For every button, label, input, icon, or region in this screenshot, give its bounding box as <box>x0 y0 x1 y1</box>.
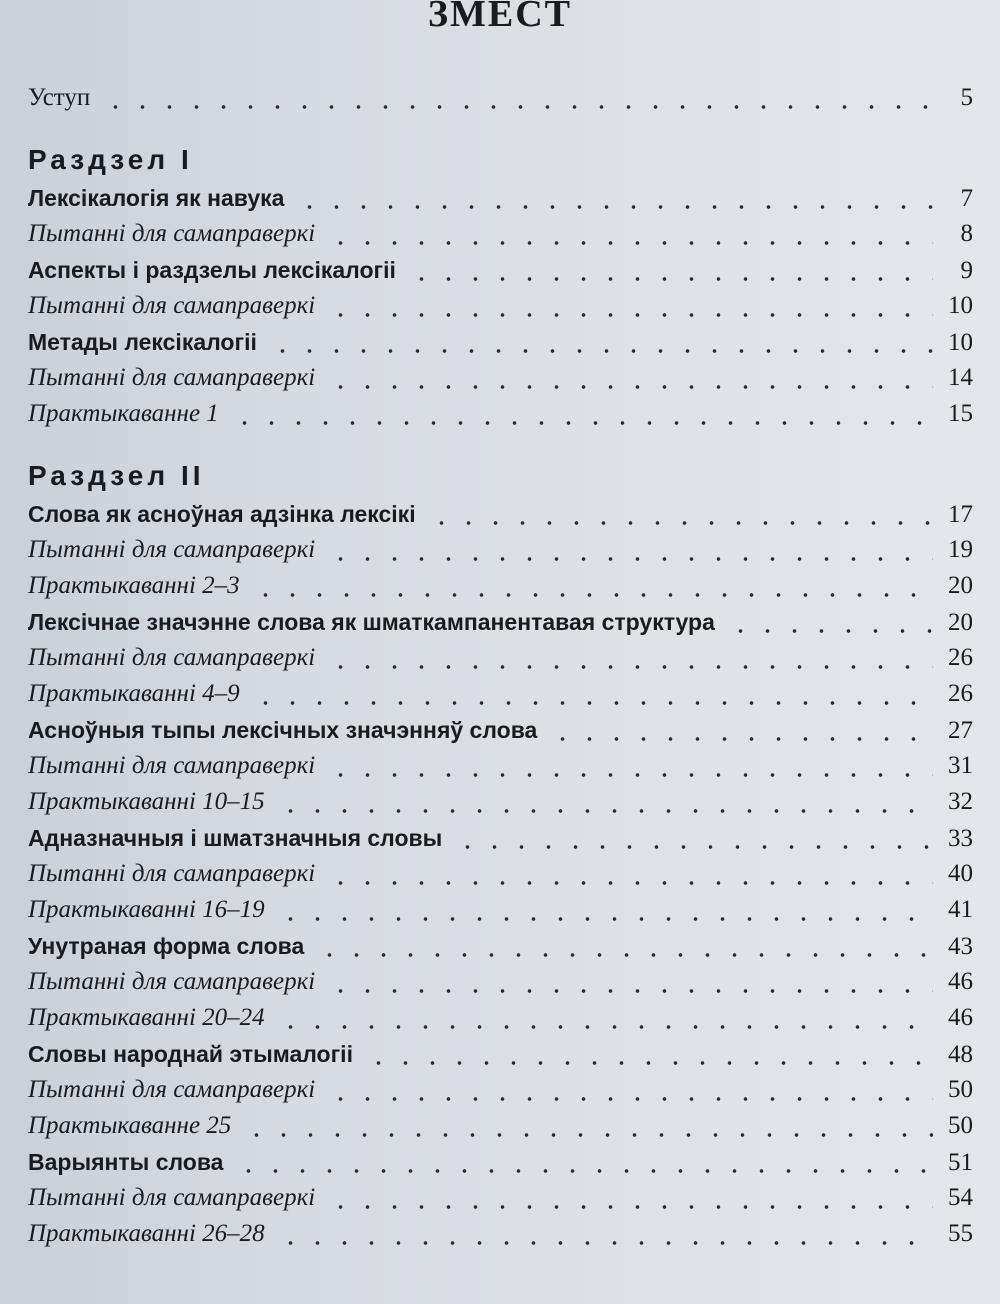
toc-entry <box>28 324 973 360</box>
toc-entry <box>28 1036 973 1072</box>
toc-entry-title: Лексікалогія як навука <box>28 185 285 211</box>
dot-leader <box>323 748 933 784</box>
dot-leader <box>323 1072 933 1108</box>
toc-entry-page: 32 <box>948 788 973 815</box>
toc-entry-title: Уступ <box>28 84 91 111</box>
toc-entry-title: Пытанні для самаправеркі <box>28 364 316 391</box>
toc-entry-title: Лексічнае значэнне слова як шматкампанентавая структура <box>28 609 715 635</box>
dot-leader <box>404 252 933 288</box>
dot-leader <box>323 964 933 1000</box>
dot-leader <box>273 1000 933 1036</box>
toc-entry-page: 19 <box>948 536 973 563</box>
toc-entry-page: 7 <box>960 185 973 212</box>
toc-entry-title: Практыкаванні 10–15 <box>28 788 265 815</box>
toc-entry-title: Практыкаванне 1 <box>28 400 219 427</box>
toc-entry <box>28 288 973 324</box>
dot-leader <box>723 604 933 640</box>
toc-entry-title: Унутраная форма слова <box>28 933 305 959</box>
toc-entry <box>28 892 973 928</box>
dot-leader <box>323 360 933 396</box>
toc-entry-intro <box>28 80 973 116</box>
dot-leader <box>323 856 933 892</box>
dot-leader <box>545 712 933 748</box>
toc-entry-page: 48 <box>948 1041 973 1068</box>
toc-entry-page: 31 <box>948 752 973 779</box>
toc-entry <box>28 568 973 604</box>
page-title: ЗМЕСТ <box>427 0 573 35</box>
toc-entry-title: Слова як асноўная адзінка лексікі <box>28 501 416 527</box>
toc-entry-title: Адназначныя і шматзначныя словы <box>28 825 443 851</box>
dot-leader <box>323 288 933 324</box>
dot-leader <box>273 1216 933 1252</box>
toc-entry-page: 26 <box>948 680 973 707</box>
dot-leader <box>323 640 933 676</box>
toc-entry-title: Пытанні для самаправеркі <box>28 536 316 563</box>
toc-entry-page: 17 <box>948 501 973 528</box>
dot-leader <box>292 180 933 216</box>
toc-entry-page: 54 <box>948 1184 973 1211</box>
dot-leader <box>323 216 933 252</box>
toc-entry-page: 46 <box>948 968 973 995</box>
toc-entry-title: Практыкаванне 25 <box>28 1112 232 1139</box>
dot-leader <box>98 80 933 116</box>
toc-entry-title: Пытанні для самаправеркі <box>28 292 316 319</box>
dot-leader <box>248 568 933 604</box>
toc-entry-page: 5 <box>960 84 973 111</box>
toc-entry-title: Пытанні для самаправеркі <box>28 220 316 247</box>
toc-entry-page: 20 <box>948 572 973 599</box>
toc-entry-title: Словы народнай этымалогіі <box>28 1041 353 1067</box>
toc-entry-page: 41 <box>948 896 973 923</box>
toc-entry-title: Пытанні для самаправеркі <box>28 752 316 779</box>
toc-entry-title: Пытанні для самаправеркі <box>28 1076 316 1103</box>
toc-entry <box>28 856 973 892</box>
toc-entry-title: Практыкаванні 2–3 <box>28 572 240 599</box>
toc-entry <box>28 928 973 964</box>
toc-entry-title: Метады лексікалогіі <box>28 329 257 355</box>
table-of-contents <box>28 80 973 1252</box>
toc-entry <box>28 532 973 568</box>
toc-entry-title: Аспекты і раздзелы лексікалогіі <box>28 257 396 283</box>
toc-entry <box>28 964 973 1000</box>
toc-entry-page: 33 <box>948 825 973 852</box>
toc-entry <box>28 252 973 288</box>
toc-entry-title: Пытанні для самаправеркі <box>28 1184 316 1211</box>
toc-entry-title: Практыкаванні 20–24 <box>28 1004 265 1031</box>
toc-entry-page: 14 <box>948 364 973 391</box>
toc-entry-page: 51 <box>948 1149 973 1176</box>
dot-leader <box>265 324 933 360</box>
toc-sections <box>28 140 973 1252</box>
toc-entry-title: Пытанні для самаправеркі <box>28 644 316 671</box>
toc-entry-page: 40 <box>948 860 973 887</box>
toc-entry-page: 26 <box>948 644 973 671</box>
toc-entry <box>28 496 973 532</box>
toc-entry-page: 46 <box>948 1004 973 1031</box>
toc-entry-page: 50 <box>948 1112 973 1139</box>
toc-entry-title: Варыянты слова <box>28 1149 224 1175</box>
toc-entry-title: Пытанні для самаправеркі <box>28 968 316 995</box>
toc-entry-title: Практыкаванні 26–28 <box>28 1220 265 1247</box>
toc-entry <box>28 1180 973 1216</box>
dot-leader <box>227 396 933 432</box>
toc-entry-page: 20 <box>948 609 973 636</box>
toc-entry <box>28 1144 973 1180</box>
toc-entry <box>28 748 973 784</box>
toc-entry-page: 10 <box>948 329 973 356</box>
toc-entry-page: 10 <box>948 292 973 319</box>
toc-entry <box>28 712 973 748</box>
toc-entry <box>28 396 973 432</box>
toc-entry <box>28 360 973 396</box>
toc-entry-title: Пытанні для самаправеркі <box>28 860 316 887</box>
toc-entry <box>28 180 973 216</box>
dot-leader <box>323 1180 933 1216</box>
toc-entry <box>28 820 973 856</box>
dot-leader <box>424 496 933 532</box>
section-heading: Раздзел II <box>28 460 205 491</box>
toc-entry-page: 15 <box>948 400 973 427</box>
section-heading: Раздзел I <box>28 144 193 175</box>
dot-leader <box>273 784 933 820</box>
toc-entry-page: 43 <box>948 933 973 960</box>
dot-leader <box>273 892 933 928</box>
toc-entry <box>28 1072 973 1108</box>
dot-leader <box>312 928 933 964</box>
dot-leader <box>323 532 933 568</box>
toc-entry <box>28 676 973 712</box>
dot-leader <box>231 1144 933 1180</box>
dot-leader <box>239 1108 933 1144</box>
toc-entry <box>28 784 973 820</box>
toc-entry-title: Асноўныя тыпы лексічных значэнняў слова <box>28 717 538 743</box>
toc-entry <box>28 1108 973 1144</box>
dot-leader <box>361 1036 933 1072</box>
dot-leader <box>248 676 933 712</box>
toc-entry-page: 9 <box>960 257 973 284</box>
toc-entry-title: Практыкаванні 4–9 <box>28 680 240 707</box>
toc-entry-page: 50 <box>948 1076 973 1103</box>
toc-entry <box>28 604 973 640</box>
toc-entry <box>28 1216 973 1252</box>
toc-entry-page: 55 <box>948 1220 973 1247</box>
toc-entry <box>28 1000 973 1036</box>
toc-entry-page: 8 <box>960 220 973 247</box>
toc-entry-page: 27 <box>948 717 973 744</box>
dot-leader <box>450 820 933 856</box>
toc-entry <box>28 216 973 252</box>
toc-entry-title: Практыкаванні 16–19 <box>28 896 265 923</box>
toc-entry <box>28 640 973 676</box>
